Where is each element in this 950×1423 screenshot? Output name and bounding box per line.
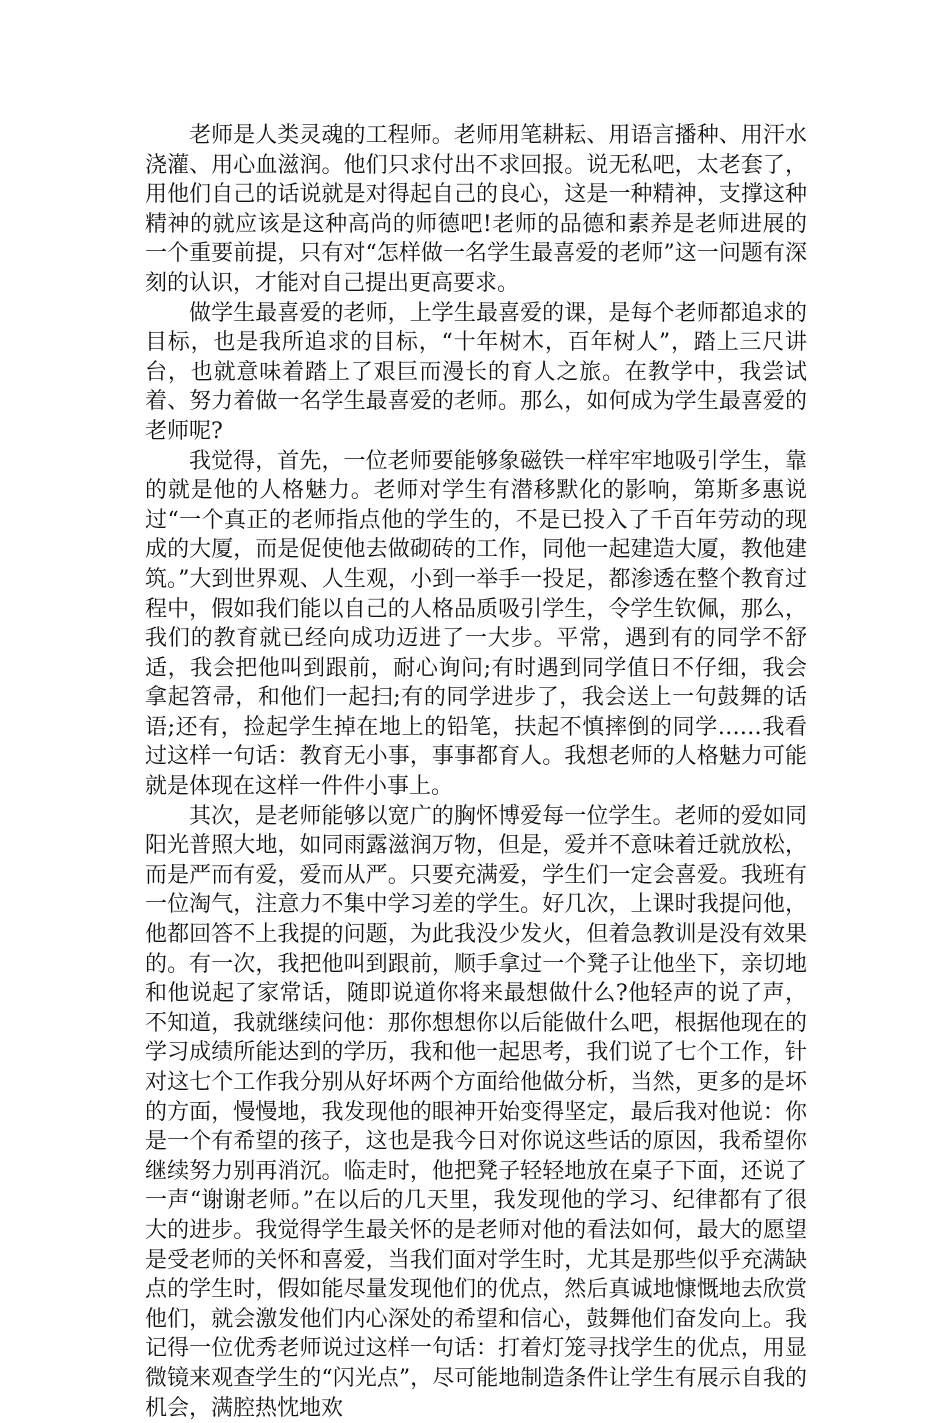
paragraph-3: 我觉得，首先，一位老师要能够象磁铁一样牢牢地吸引学生，靠的就是他的人格魅力。老师对学生有潜移默化的影响，第斯多惠说过“一个真正的老师指点他的学生的，不是已投入了千百年劳动的现成的大厦，而是促使他去做砌砖的工作，同他一起建造大厦，教他建筑。”大到世界观、人生观，小到一举手一投足，都渗透在整个教育过程中，假如我们能以自己的人格品质吸引学生，令学生钦佩，那么，我们的教育就已经向成功迈进了一大步。平常，遇到有的同学不舒适，我会把他叫到跟前，耐心询问;有时遇到同学值日不仔细，我会拿起笤帚，和他们一起扫;有的同学进步了，我会送上一句鼓舞的话语;还有，捡起学生掉在地上的铅笔，扶起不慎摔倒的同学……我看过这样一句话：教育无小事，事事都育人。我想老师的人格魅力可能就是体现在这样一件件小事上。 xyxy=(145,448,807,800)
paragraph-2: 做学生最喜爱的老师，上学生最喜爱的课，是每个老师都追求的目标，也是我所追求的目标，“十年树木，百年树人”，踏上三尺讲台，也就意味着踏上了艰巨而漫长的育人之旅。在教学中，我尝试着、努力着做一名学生最喜爱的老师。那么，如何成为学生最喜爱的老师呢? xyxy=(145,300,807,444)
document-body xyxy=(145,121,807,1423)
paragraph-4: 其次，是老师能够以宽广的胸怀博爱每一位学生。老师的爱如同阳光普照大地，如同雨露滋润万物，但是，爱并不意味着迁就放松，而是严而有爱，爱而从严。只要充满爱，学生们一定会喜爱。我班有一位淘气，注意力不集中学习差的学生。好几次，上课时我提问他，他都回答不上我提的问题，为此我没少发火，但着急教训是没有效果的。有一次，我把他叫到跟前，顺手拿过一个凳子让他坐下，亲切地和他说起了家常话，随即说道你将来最想做什么?他轻声的说了声，不知道，我就继续问他：那你想想你以后能做什么吧，根据他现在的学习成绩所能达到的学历，我和他一起思考，我们说了七个工作，针对这七个工作我分别从好坏两个方面给他做分析，当然，更多的是坏的方面，慢慢地，我发现他的眼神开始变得坚定，最后我对他说：你是一个有希望的孩子，这也是我今日对你说这些话的原因，我希望你继续努力别再消沉。临走时，他把凳子轻轻地放在桌子下面，还说了一声“谢谢老师。”在以后的几天里，我发现他的学习、纪律都有了很大的进步。我觉得学生最关怀的是老师对他的看法如何，最大的愿望是受老师的关怀和喜爱，当我们面对学生时，尤其是那些似乎充满缺点的学生时，假如能尽量发现他们的优点，然后真诚地慷慨地去欣赏他们，就会激发他们内心深处的希望和信心，鼓舞他们奋发向上。我记得一位优秀老师说过这样一句话：打着灯笼寻找学生的优点，用显微镜来观查学生的“闪光点”，尽可能地制造条件让学生有展示自我的机会，满腔热忱地欢 xyxy=(145,803,807,1421)
paragraph-1: 老师是人类灵魂的工程师。老师用笔耕耘、用语言播种、用汗水浇灌、用心血滋润。他们只求付出不求回报。说无私吧，太老套了，用他们自己的话说就是对得起自己的良心，这是一种精神，支撑这种精神的就应该是这种高尚的师德吧!老师的品德和素养是老师进展的一个重要前提，只有对“怎样做一名学生最喜爱的老师”这一问题有深刻的认识，才能对自己提出更高要求。 xyxy=(145,123,807,296)
